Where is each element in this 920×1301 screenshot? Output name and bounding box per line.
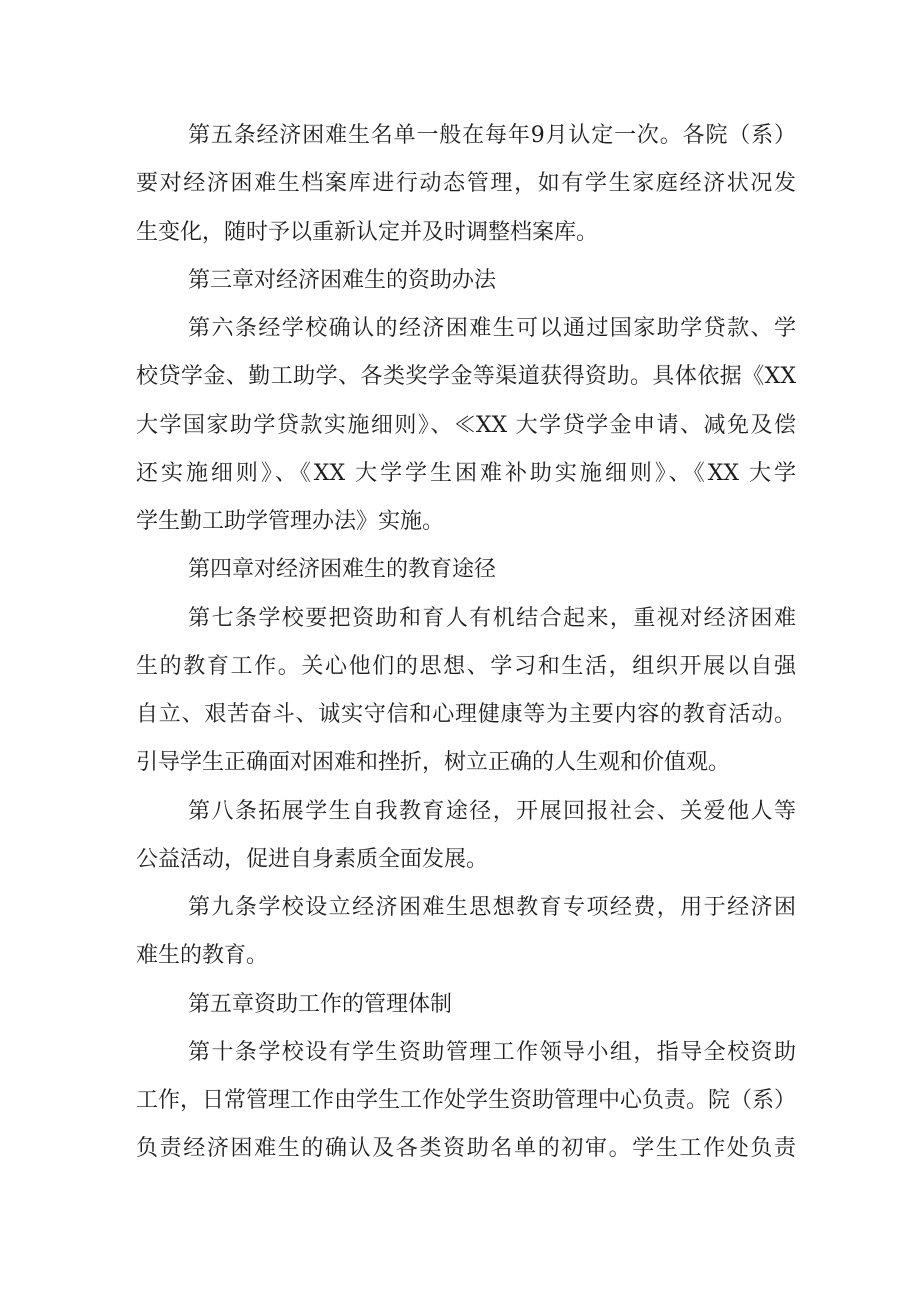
text-line: 第四章对经济困难生的教育途径 — [188, 557, 497, 583]
text-line: 大学国家助学贷款实施细则》、≪XX 大学贷学金申请、减免及偿 — [136, 412, 796, 438]
text-line: 生的教育工作。关心他们的思想、学习和生活，组织开展以自强 — [136, 653, 796, 679]
document-body — [136, 112, 796, 1174]
text-line: 第三章对经济困难生的资助办法 — [188, 267, 497, 293]
text-line: 要对经济困难生档案库进行动态管理，如有学生家庭经济状况发 — [136, 171, 796, 197]
text-line: 第十条学校设有学生资助管理工作领导小组，指导全校资助 — [188, 1039, 796, 1065]
text-line: 工作，日常管理工作由学生工作处学生资助管理中心负责。院（系） — [136, 1088, 797, 1113]
text-line: 难生的教育。 — [136, 943, 269, 969]
text-line: 负责经济困难生的确认及各类资助名单的初审。学生工作处负责 — [136, 1136, 796, 1162]
text-line: 第五章资助工作的管理体制 — [188, 991, 453, 1017]
text-line: 校贷学金、勤工助学、各类奖学金等渠道获得资助。具体依据《XX — [136, 364, 796, 390]
text-line: 第七条学校要把资助和育人有机结合起来，重视对经济困难 — [188, 605, 796, 631]
text-line: 引导学生正确面对困难和挫折，树立正确的人生观和价值观。 — [136, 750, 731, 776]
text-line: 学生勤工助学管理办法》实施。 — [136, 509, 445, 534]
text-line: 还实施细则》、《XX 大学学生困难补助实施细则》、《XX 大学 — [136, 460, 796, 486]
text-line: 第九条学校设立经济困难生思想教育专项经费，用于经济困 — [188, 895, 796, 920]
text-line: 第八条拓展学生自我教育途径，开展回报社会、关爱他人等 — [188, 798, 796, 824]
text-line: 自立、艰苦奋斗、诚实守信和心理健康等为主要内容的教育活动。 — [136, 702, 796, 727]
text-line: 生变化，随时予以重新认定并及时调整档案库。 — [136, 219, 599, 245]
text-line: 公益活动，促进自身素质全面发展。 — [136, 846, 489, 872]
text-line: 第六条经学校确认的经济困难生可以通过国家助学贷款、学 — [188, 316, 796, 341]
text-line: 第五条经济困难生名单一般在每年9月认定一次。各院（系） — [188, 123, 796, 148]
